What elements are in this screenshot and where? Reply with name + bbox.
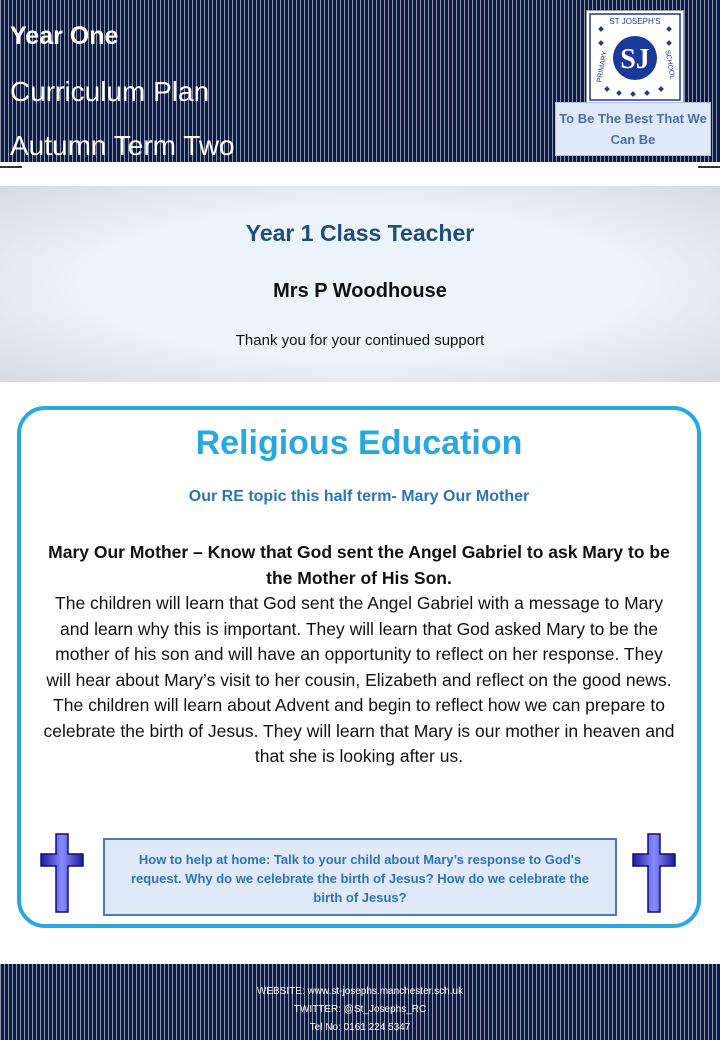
- re-body-text: The children will learn that God sent the Angel Gabriel with a message to Mary and learn why this is important. They will learn that God asked Mary to be the mother of his son and will have an opportunity to reflect on her response. They will hear about Mary’s visit to her cousin, Elizabeth and reflect on the good news. The children will learn about Advent and begin to reflect how we can prepare to celebrate the birth of Jesus. They will learn that Mary is our mother in heaven and that she is looking after us.: [43, 593, 675, 766]
- cross-icon: [631, 832, 677, 914]
- school-crest-icon: [587, 11, 683, 103]
- help-at-home-box: How to help at home: Talk to your child about Mary’s response to God's request. Why do we celebrate the birth of Jesus? How do we celebrate the birth of Jesus?: [103, 838, 617, 916]
- footer-twitter[interactable]: TWITTER: @St_Josephs_RC: [293, 1004, 427, 1015]
- header-banner: [0, 0, 720, 162]
- school-logo: [586, 10, 684, 104]
- teacher-name: Mrs P Woodhouse: [273, 280, 447, 302]
- footer-banner: [0, 964, 720, 1040]
- footer-telephone: Tel No: 0161 224 5347: [309, 1022, 411, 1033]
- year-title: Year One: [10, 22, 119, 50]
- school-motto: To Be The Best That We Can Be: [555, 102, 711, 156]
- teacher-panel: [0, 186, 720, 382]
- cross-icon: [39, 832, 85, 914]
- re-description: [43, 540, 675, 770]
- plan-title: Curriculum Plan: [10, 76, 210, 107]
- divider-left: [0, 166, 22, 168]
- teacher-thanks: Thank you for your continued support: [235, 332, 485, 349]
- logo-ring-right: SCHOOL: [663, 49, 676, 80]
- logo-monogram: SJ: [620, 44, 650, 75]
- re-title: Religious Education: [195, 424, 523, 462]
- teacher-heading: Year 1 Class Teacher: [245, 220, 475, 246]
- term-title: Autumn Term Two: [10, 130, 235, 161]
- re-topic: Our RE topic this half term- Mary Our Mother: [188, 488, 530, 505]
- logo-ring-top: ST JOSEPH'S: [609, 17, 661, 26]
- footer-website[interactable]: WEBSITE: www.st-josephs.manchester.sch.uk: [256, 986, 464, 997]
- divider-right: [698, 166, 720, 168]
- logo-ring-left: PRIMARY: [596, 50, 609, 83]
- religious-education-section: [17, 406, 701, 928]
- re-lead: Mary Our Mother – Know that God sent the Angel Gabriel to ask Mary to be the Mother of His Son.: [48, 542, 670, 588]
